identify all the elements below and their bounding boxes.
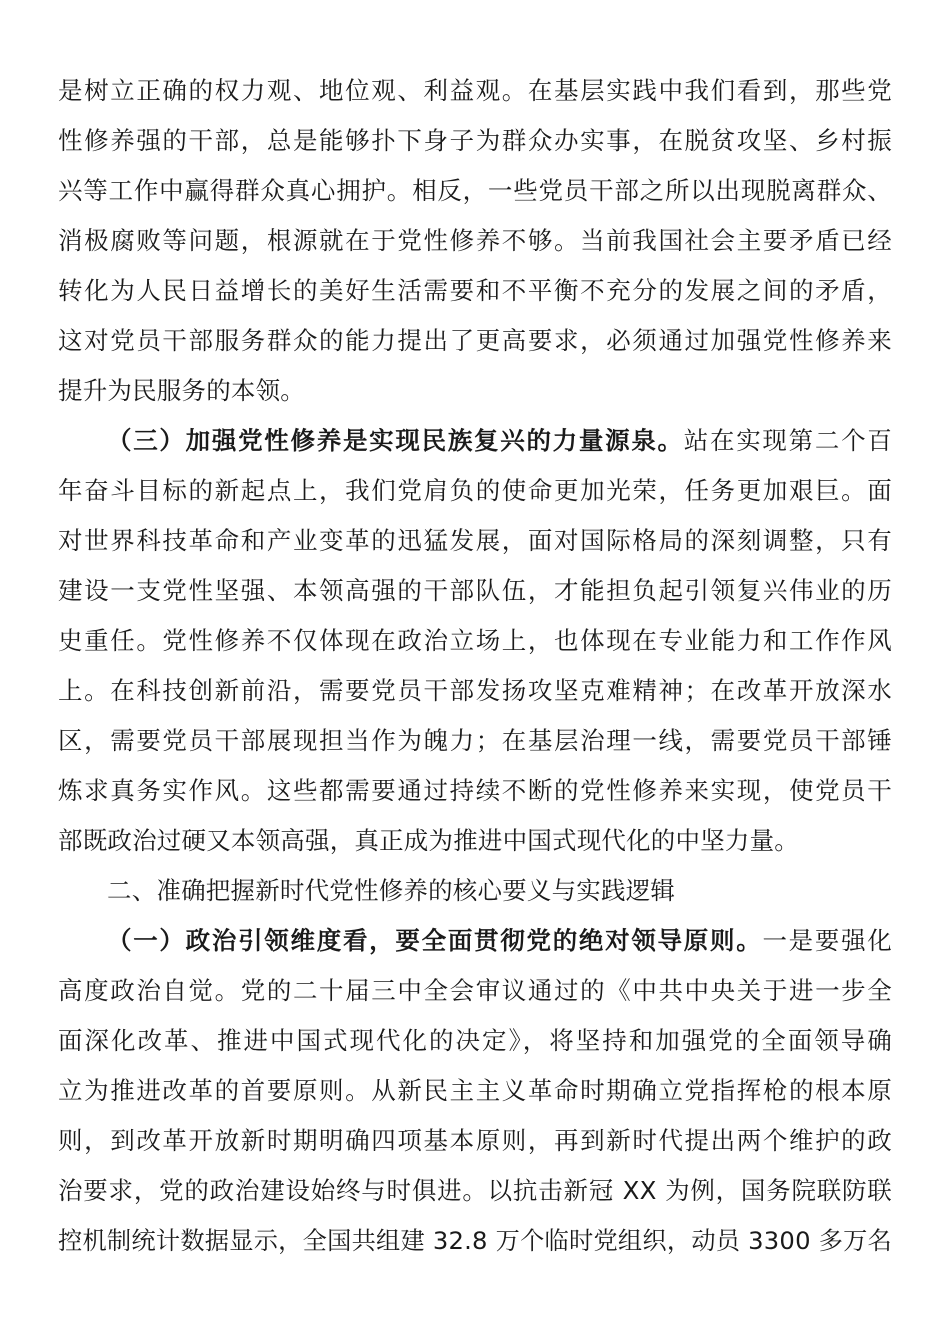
document-body xyxy=(58,66,892,1266)
paragraph2-line: 对世界科技革命和产业变革的迅猛发展，面对国际格局的深刻调整，只有 xyxy=(58,526,892,555)
paragraph2-heading: （三）加强党性修养是实现民族复兴的力量源泉。 xyxy=(107,426,684,455)
paragraph1-line: 是树立正确的权力观、地位观、利益观。在基层实践中我们看到，那些党 xyxy=(58,76,892,105)
paragraph1-line: 兴等工作中赢得群众真心拥护。相反，一些党员干部之所以出现脱离群众、 xyxy=(58,176,892,205)
paragraph2-line: 上。在科技创新前沿，需要党员干部发扬攻坚克难精神；在改革开放深水 xyxy=(58,676,892,705)
paragraph2-first-line xyxy=(58,416,892,466)
paragraph2-line: 区，需要党员干部展现担当作为魄力；在基层治理一线，需要党员干部锤 xyxy=(58,726,892,755)
paragraph3-heading: （一）政治引领维度看，要全面贯彻党的绝对领导原则。 xyxy=(107,926,763,955)
paragraph3-line: 则，到改革开放新时期明确四项基本原则，再到新时代提出两个维护的政 xyxy=(58,1126,892,1155)
paragraph1-line: 消极腐败等问题，根源就在于党性修养不够。当前我国社会主要矛盾已经 xyxy=(58,226,892,255)
paragraph2-line: 炼求真务实作风。这些都需要通过持续不断的党性修养来实现，使党员干 xyxy=(58,776,892,805)
paragraph3-first-line xyxy=(58,916,892,966)
paragraph2-line: 史重任。党性修养不仅体现在政治立场上，也体现在专业能力和工作作风 xyxy=(58,626,892,655)
paragraph3-line: 治要求，党的政治建设始终与时俱进。以抗击新冠 XX 为例，国务院联防联 xyxy=(58,1176,892,1205)
paragraph2-first-line-rest: 站在实现第二个百 xyxy=(683,426,892,455)
paragraph3-line: 立为推进改革的首要原则。从新民主主义革命时期确立党指挥枪的根本原 xyxy=(58,1076,892,1105)
paragraph3-line: 面深化改革、推进中国式现代化的决定》，将坚持和加强党的全面领导确 xyxy=(58,1026,892,1055)
paragraph2-line: 建设一支党性坚强、本领高强的干部队伍，才能担负起引领复兴伟业的历 xyxy=(58,576,892,605)
paragraph3-first-line-rest: 一是要强化 xyxy=(762,926,893,955)
paragraph2-line: 部既政治过硬又本领高强，真正成为推进中国式现代化的中坚力量。 xyxy=(58,826,799,855)
paragraph1-line: 这对党员干部服务群众的能力提出了更高要求，必须通过加强党性修养来 xyxy=(58,326,892,355)
section-heading: 二、准确把握新时代党性修养的核心要义与实践逻辑 xyxy=(107,876,676,905)
paragraph3-line: 控机制统计数据显示，全国共组建 32.8 万个临时党组织，动员 3300 多万名 xyxy=(58,1226,892,1255)
paragraph1-line: 性修养强的干部，总是能够扑下身子为群众办实事，在脱贫攻坚、乡村振 xyxy=(58,126,892,155)
paragraph1-line: 转化为人民日益增长的美好生活需要和不平衡不充分的发展之间的矛盾， xyxy=(58,276,892,305)
paragraph3-line: 高度政治自觉。党的二十届三中全会审议通过的《中共中央关于进一步全 xyxy=(58,976,892,1005)
paragraph1-line: 提升为民服务的本领。 xyxy=(58,376,305,405)
paragraph2-line: 年奋斗目标的新起点上，我们党肩负的使命更加光荣，任务更加艰巨。面 xyxy=(58,476,892,505)
